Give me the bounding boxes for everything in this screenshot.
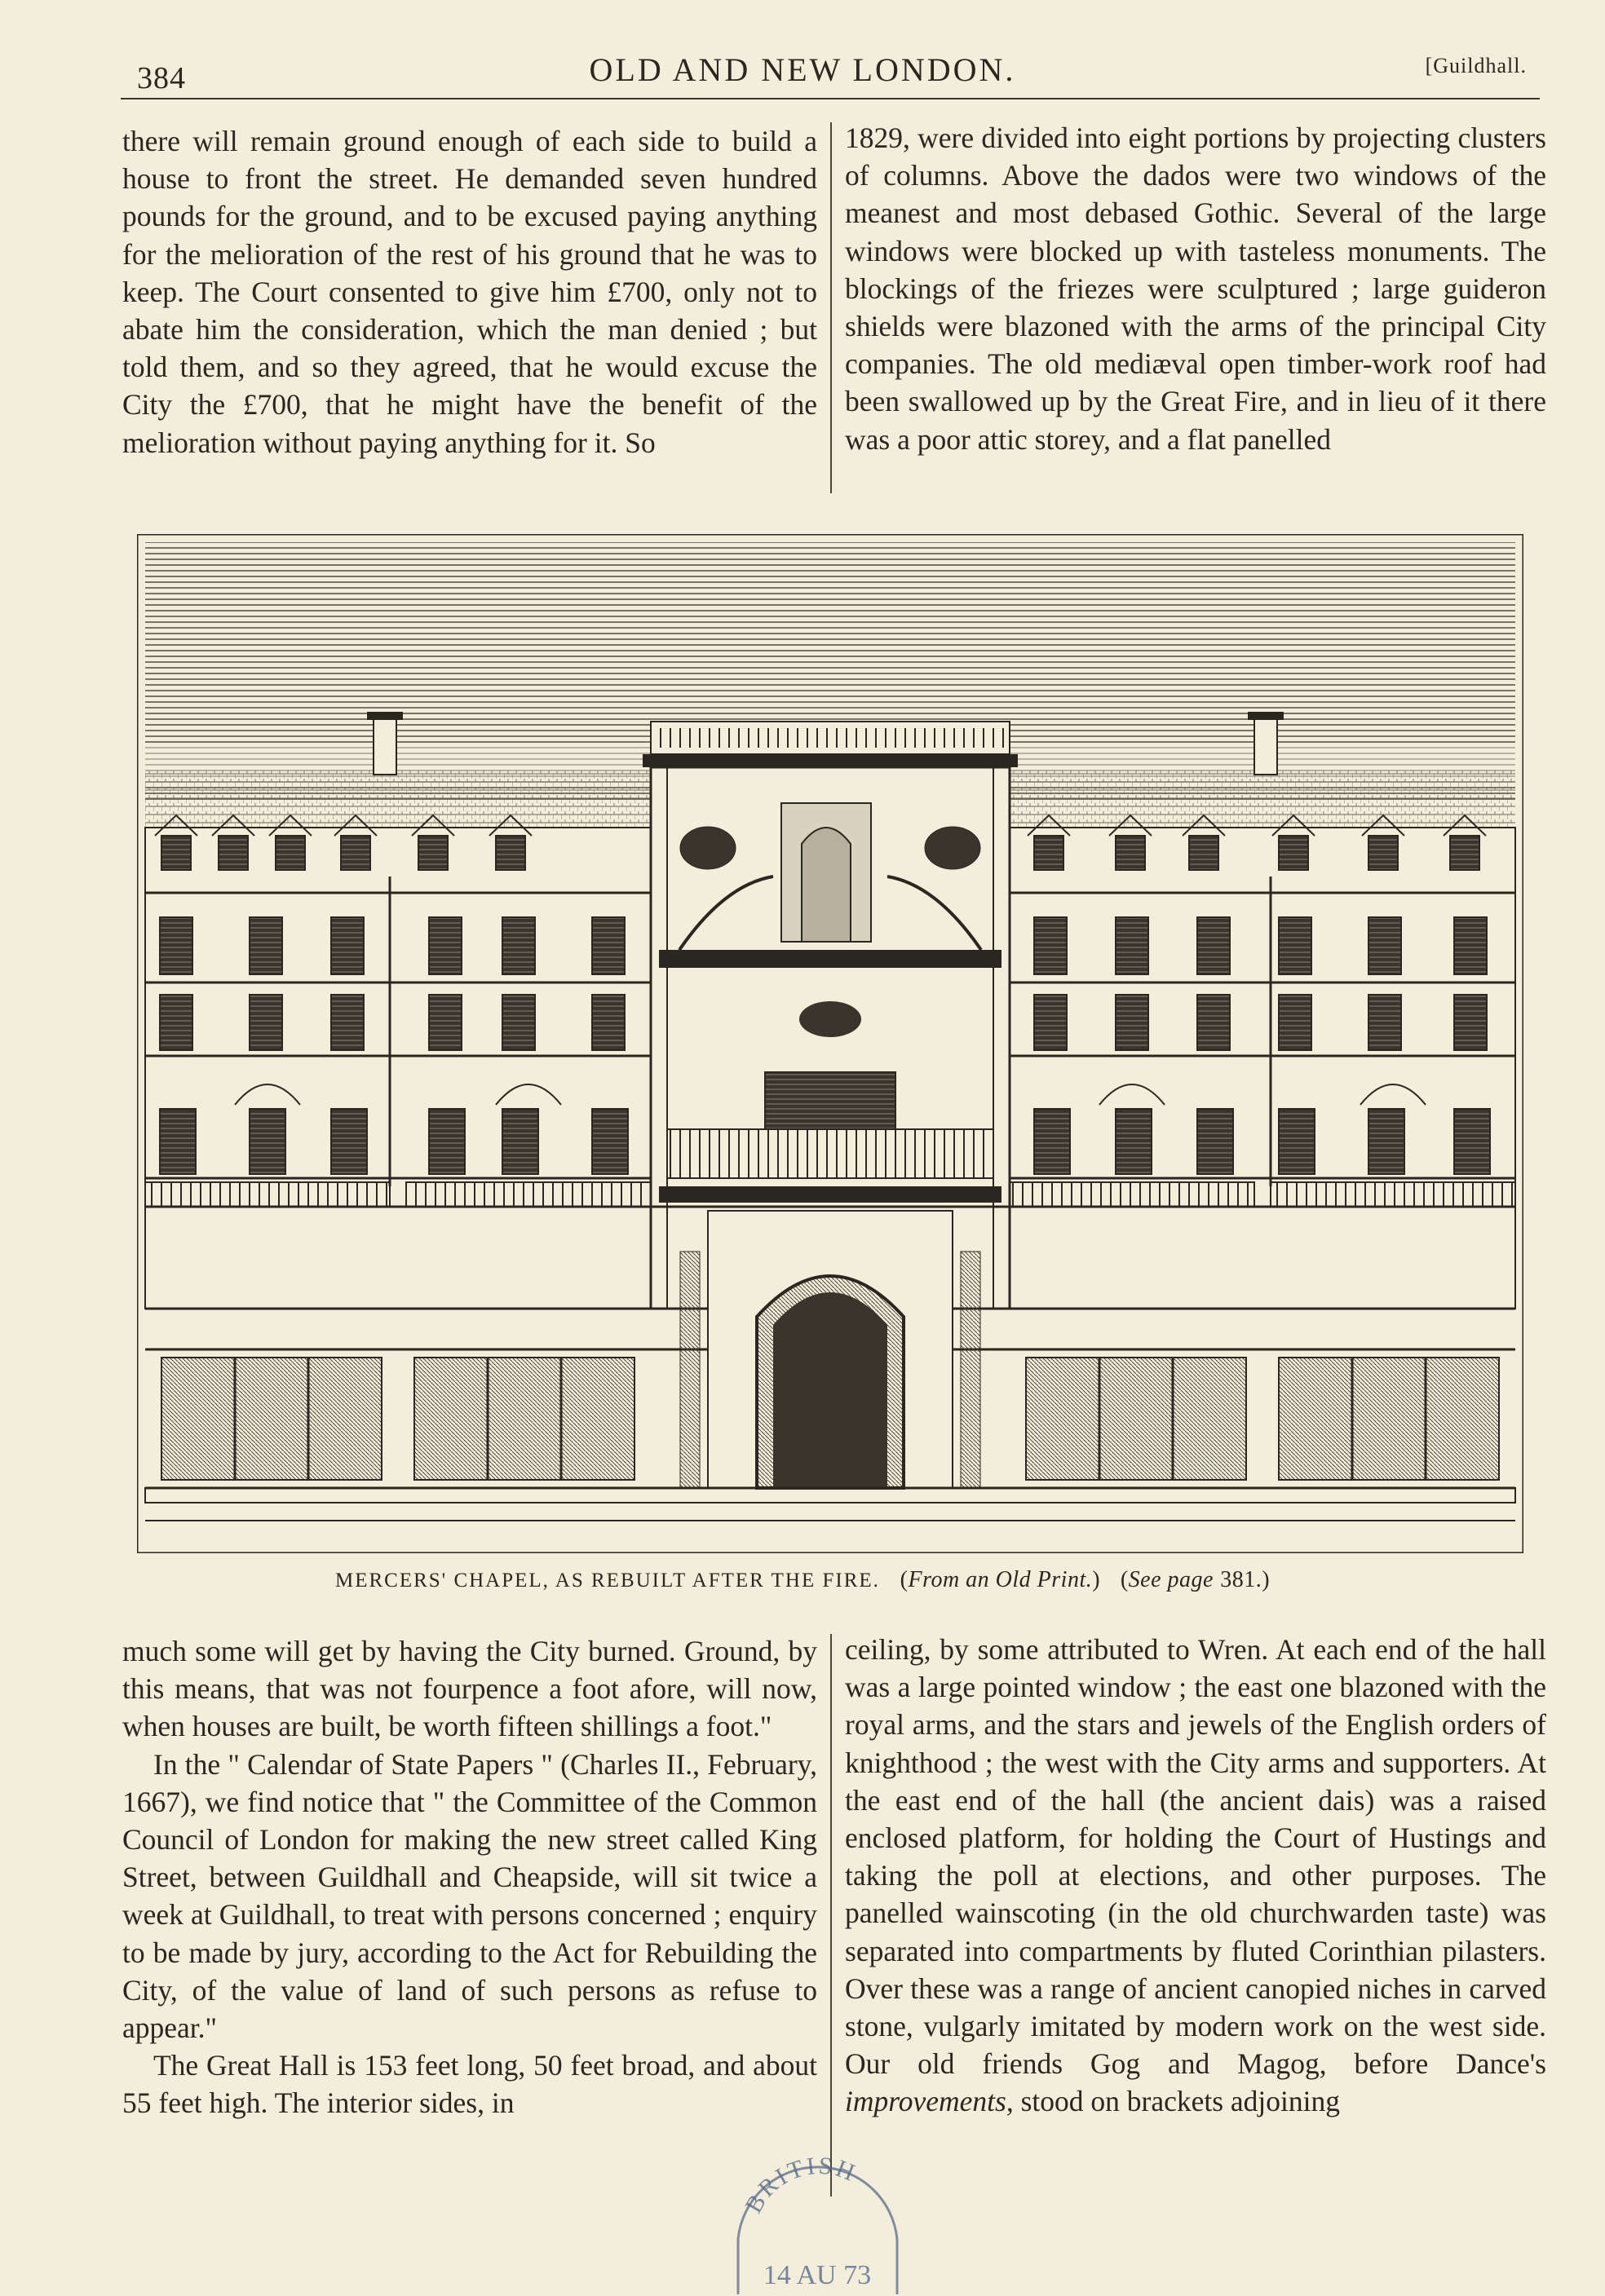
bottom-right-column	[845, 1631, 1546, 2121]
paragraph: The Great Hall is 153 feet long, 50 feet broad, and about 55 feet high. The interior sides, in	[122, 2049, 817, 2120]
section-tag: [Guildhall.	[1425, 54, 1527, 77]
header-rule	[121, 98, 1540, 99]
paragraph: In the " Calendar of State Papers " (Charles II., February, 1667), we find notice that " the Committee of the Common Council of London for making the new street called King Street, between Guildhall and Cheapside, will sit twice a week at Guildhall, to treat with persons concerned ; enquiry to be made by jury, according to the Act for Rebuilding the City, of the value of land of such persons as refuse to appear."	[122, 1747, 817, 2045]
caption-source: From an Old Print.	[908, 1567, 1093, 1592]
caption-see-open: (	[1120, 1567, 1129, 1592]
top-right-column	[845, 119, 1546, 458]
caption-see: See page	[1128, 1567, 1214, 1592]
stamp-line1: BRITISH	[740, 2152, 861, 2218]
caption-main: MERCERS' CHAPEL, AS REBUILT AFTER THE FIRE.	[334, 1570, 880, 1592]
caption-paren-close: )	[1092, 1567, 1101, 1592]
figure-caption	[0, 1567, 1605, 1593]
paragraph	[845, 1631, 1546, 2121]
library-stamp	[730, 2149, 905, 2296]
engraving-mercers-chapel	[137, 534, 1523, 1553]
column-divider-top	[830, 122, 832, 493]
page-number: 384	[137, 61, 186, 95]
caption-see-page: 381.)	[1220, 1567, 1271, 1592]
text-run: stood on brackets adjoining	[1020, 2085, 1341, 2118]
stamp-line2: 14 AU 73	[763, 2260, 872, 2290]
paragraph: 1829, were divided into eight portions by projecting clusters of columns. Above the dados were two windows of the meanest and most debased Gothic. Several of the large windows were blocked up with tasteless monuments. The blockings of the friezes were sculptured ; large guideron shields were blazoned with the arms of the principal City companies. The old mediæval open timber-work roof had been swallowed up by the Great Fire, and in lieu of it there was a poor attic storey, and a flat panelled	[845, 121, 1546, 456]
text-run: ceiling, by some attributed to Wren. At each end of the hall was a large pointed window ; the east one blazoned with the royal arms, and the stars and jewels of the English orders of knighthood ; the west with the City arms and supporters. At the east end of the hall (the ancient dais) was a raised enclosed platform, for holding the Court of Hustings and taking the poll at elections, and other purposes. The panelled wainscoting (in the old churchwarden taste) was separated into compartments by fluted Corinthian pilasters. Over these was a range of ancient canopied niches in carved stone, vulgarly imitated by modern work on the west side. Our old friends Gog and Magog, before Dance's	[845, 1633, 1546, 2081]
column-divider-bottom	[830, 1634, 832, 2197]
svg-text:BRITISH	[740, 2152, 860, 2218]
top-left-column	[122, 122, 817, 461]
italic-text: improvements,	[845, 2085, 1014, 2118]
bottom-left-column	[122, 1632, 817, 2122]
caption-paren-open: (	[900, 1567, 909, 1592]
paragraph: there will remain ground enough of each side to build a house to front the street. He demanded seven hundred pounds for the ground, and to be excused paying anything for the melioration of the rest of his ground that he was to keep. The Court consented to give him £700, only not to abate him the consideration, which the man denied ; but told them, and so they agreed, that he would excuse the City the £700, that he might have the benefit of the melioration without paying anything for it. So	[122, 125, 817, 459]
paragraph: much some will get by having the City burned. Ground, by this means, that was not fourpence a foot afore, will now, when houses are built, be worth fifteen shillings a foot."	[122, 1635, 817, 1743]
running-title: OLD AND NEW LONDON.	[589, 51, 1016, 88]
